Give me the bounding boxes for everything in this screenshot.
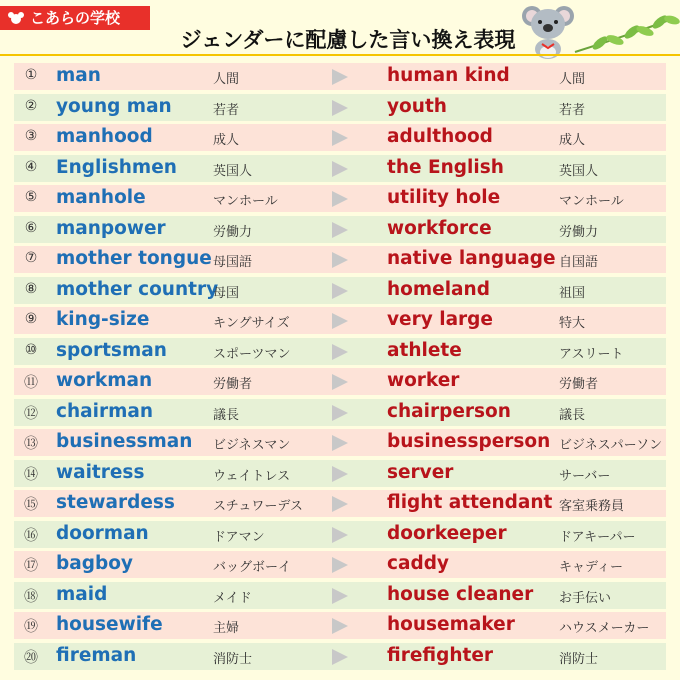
new-english-term: workforce [387, 217, 492, 239]
table-row [14, 551, 666, 578]
old-english-term: young man [56, 95, 172, 117]
new-english-term: worker [387, 370, 460, 391]
new-japanese-term: 人間 [559, 72, 586, 87]
table-row [14, 399, 666, 426]
word-table [14, 63, 666, 673]
new-japanese-term: マンホール [559, 194, 624, 209]
arrow-right-icon [332, 313, 348, 329]
new-english-term: firefighter [387, 644, 494, 666]
old-japanese-term: 母国語 [213, 255, 253, 270]
old-japanese-term: キングサイズ [213, 316, 290, 331]
table-row [14, 612, 666, 639]
row-number: ① [24, 67, 38, 83]
new-japanese-term: ハウスメーカー [559, 621, 650, 636]
new-english-term: businessperson [387, 431, 551, 452]
old-japanese-term: バッグボーイ [213, 560, 292, 575]
arrow-right-icon [332, 344, 348, 360]
old-english-term: Englishmen [56, 156, 177, 178]
table-row [14, 582, 666, 609]
row-number: ⑰ [24, 558, 38, 574]
new-japanese-term: 英国人 [559, 163, 599, 179]
brand-label: こあらの学校 [30, 9, 121, 27]
row-number: ⑩ [24, 341, 38, 358]
table-row [14, 307, 666, 334]
table-row [14, 277, 666, 304]
arrow-right-icon [332, 405, 348, 421]
old-japanese-term: 母国 [213, 285, 240, 301]
row-number: ⑪ [24, 375, 38, 391]
row-number: ⑧ [24, 280, 38, 297]
new-english-term: chairperson [387, 400, 511, 422]
old-japanese-term: 議長 [213, 407, 240, 423]
new-japanese-term: サーバー [559, 468, 611, 484]
new-japanese-term: 祖国 [559, 285, 586, 301]
new-japanese-term: ビジネスパーソン [559, 438, 663, 453]
arrow-right-icon [332, 557, 348, 573]
new-english-term: native language [387, 248, 556, 269]
arrow-right-icon [332, 191, 348, 207]
row-number: ⑫ [24, 405, 38, 422]
table-row [14, 185, 666, 212]
arrow-right-icon [332, 252, 348, 268]
arrow-right-icon [332, 100, 348, 116]
row-number: ⑱ [24, 588, 38, 605]
old-english-term: workman [56, 370, 153, 391]
old-japanese-term: 主婦 [213, 621, 240, 636]
arrow-right-icon [332, 69, 348, 85]
new-english-term: housemaker [387, 614, 515, 635]
table-row [14, 94, 666, 121]
old-japanese-term: 労働者 [213, 377, 253, 392]
new-english-term: server [387, 461, 454, 483]
table-row [14, 216, 666, 243]
old-japanese-term: 消防士 [213, 651, 253, 667]
new-english-term: house cleaner [387, 583, 534, 605]
arrow-right-icon [332, 496, 348, 512]
table-row [14, 124, 666, 151]
arrow-right-icon [332, 130, 348, 146]
old-english-term: maid [56, 583, 108, 605]
new-japanese-term: 議長 [559, 407, 586, 423]
new-japanese-term: ドアキーパー [559, 529, 636, 545]
new-english-term: doorkeeper [387, 522, 507, 544]
old-english-term: doorman [56, 522, 149, 544]
old-english-term: man [56, 65, 101, 86]
row-number: ⑦ [24, 250, 38, 266]
koala-paw-icon [8, 11, 24, 25]
arrow-right-icon [332, 222, 348, 238]
new-japanese-term: 労働力 [559, 224, 599, 240]
arrow-right-icon [332, 435, 348, 451]
row-number: ③ [24, 128, 38, 144]
table-row [14, 460, 666, 487]
new-japanese-term: 若者 [559, 102, 586, 118]
old-english-term: bagboy [56, 553, 133, 574]
table-row [14, 155, 666, 182]
new-japanese-term: 客室乗務員 [559, 499, 625, 514]
old-japanese-term: スチュワーデス [213, 499, 303, 514]
old-english-term: king-size [56, 309, 150, 330]
brand-logo [0, 6, 150, 30]
old-english-term: sportsman [56, 339, 167, 361]
table-row [14, 63, 666, 90]
old-english-term: stewardess [56, 492, 175, 513]
old-english-term: waitress [56, 461, 145, 483]
new-english-term: very large [387, 309, 493, 330]
new-japanese-term: 自国語 [559, 255, 599, 270]
row-number: ⑨ [24, 311, 38, 327]
page-title: ジェンダーに配慮した言い換え表現 [158, 26, 538, 56]
row-number: ⑥ [24, 219, 38, 236]
old-japanese-term: 労働力 [213, 224, 253, 240]
old-japanese-term: スポーツマン [213, 346, 291, 362]
new-japanese-term: お手伝い [559, 590, 612, 606]
table-row [14, 368, 666, 395]
new-english-term: athlete [387, 339, 462, 361]
old-japanese-term: ドアマン [213, 529, 265, 545]
arrow-right-icon [332, 283, 348, 299]
new-japanese-term: 労働者 [559, 377, 599, 392]
table-row [14, 521, 666, 548]
old-japanese-term: メイド [213, 590, 252, 606]
arrow-right-icon [332, 618, 348, 634]
new-english-term: the English [387, 156, 504, 178]
row-number: ② [24, 97, 38, 114]
arrow-right-icon [332, 466, 348, 482]
new-japanese-term: 特大 [559, 316, 586, 331]
new-english-term: adulthood [387, 126, 493, 147]
old-english-term: fireman [56, 644, 137, 666]
leaf-branch-icon [570, 10, 680, 55]
old-japanese-term: マンホール [213, 194, 278, 209]
header [0, 0, 680, 62]
new-japanese-term: 消防士 [559, 651, 599, 667]
row-number: ⑲ [24, 619, 38, 635]
old-english-term: manpower [56, 217, 166, 239]
row-number: ⑳ [24, 649, 38, 666]
old-english-term: manhood [56, 126, 153, 147]
new-english-term: flight attendant [387, 492, 553, 513]
old-english-term: mother country [56, 278, 219, 300]
new-english-term: human kind [387, 65, 510, 86]
row-number: ⑭ [24, 466, 38, 483]
row-number: ⑬ [24, 436, 38, 452]
old-japanese-term: ビジネスマン [213, 438, 291, 453]
old-japanese-term: 人間 [213, 72, 240, 87]
arrow-right-icon [332, 588, 348, 604]
new-japanese-term: アスリート [559, 346, 624, 362]
old-japanese-term: ウェイトレス [213, 468, 291, 484]
table-row [14, 429, 666, 456]
old-english-term: businessman [56, 431, 193, 452]
table-row [14, 246, 666, 273]
row-number: ⑤ [24, 189, 38, 205]
new-english-term: homeland [387, 278, 490, 300]
new-japanese-term: 成人 [559, 133, 586, 148]
row-number: ⑯ [24, 527, 38, 544]
table-row [14, 338, 666, 365]
arrow-right-icon [332, 527, 348, 543]
old-english-term: manhole [56, 187, 146, 208]
row-number: ⑮ [24, 497, 38, 513]
old-japanese-term: 若者 [213, 102, 240, 118]
old-english-term: mother tongue [56, 248, 212, 269]
new-english-term: caddy [387, 553, 449, 574]
arrow-right-icon [332, 374, 348, 390]
title-underline [0, 54, 680, 56]
old-japanese-term: 成人 [213, 133, 240, 148]
old-english-term: housewife [56, 614, 163, 635]
new-english-term: utility hole [387, 187, 501, 208]
table-row [14, 643, 666, 670]
table-row [14, 490, 666, 517]
row-number: ④ [24, 158, 38, 175]
old-japanese-term: 英国人 [213, 163, 253, 179]
arrow-right-icon [332, 161, 348, 177]
new-japanese-term: キャディー [559, 560, 623, 575]
arrow-right-icon [332, 649, 348, 665]
new-english-term: youth [387, 95, 447, 117]
old-english-term: chairman [56, 400, 154, 422]
